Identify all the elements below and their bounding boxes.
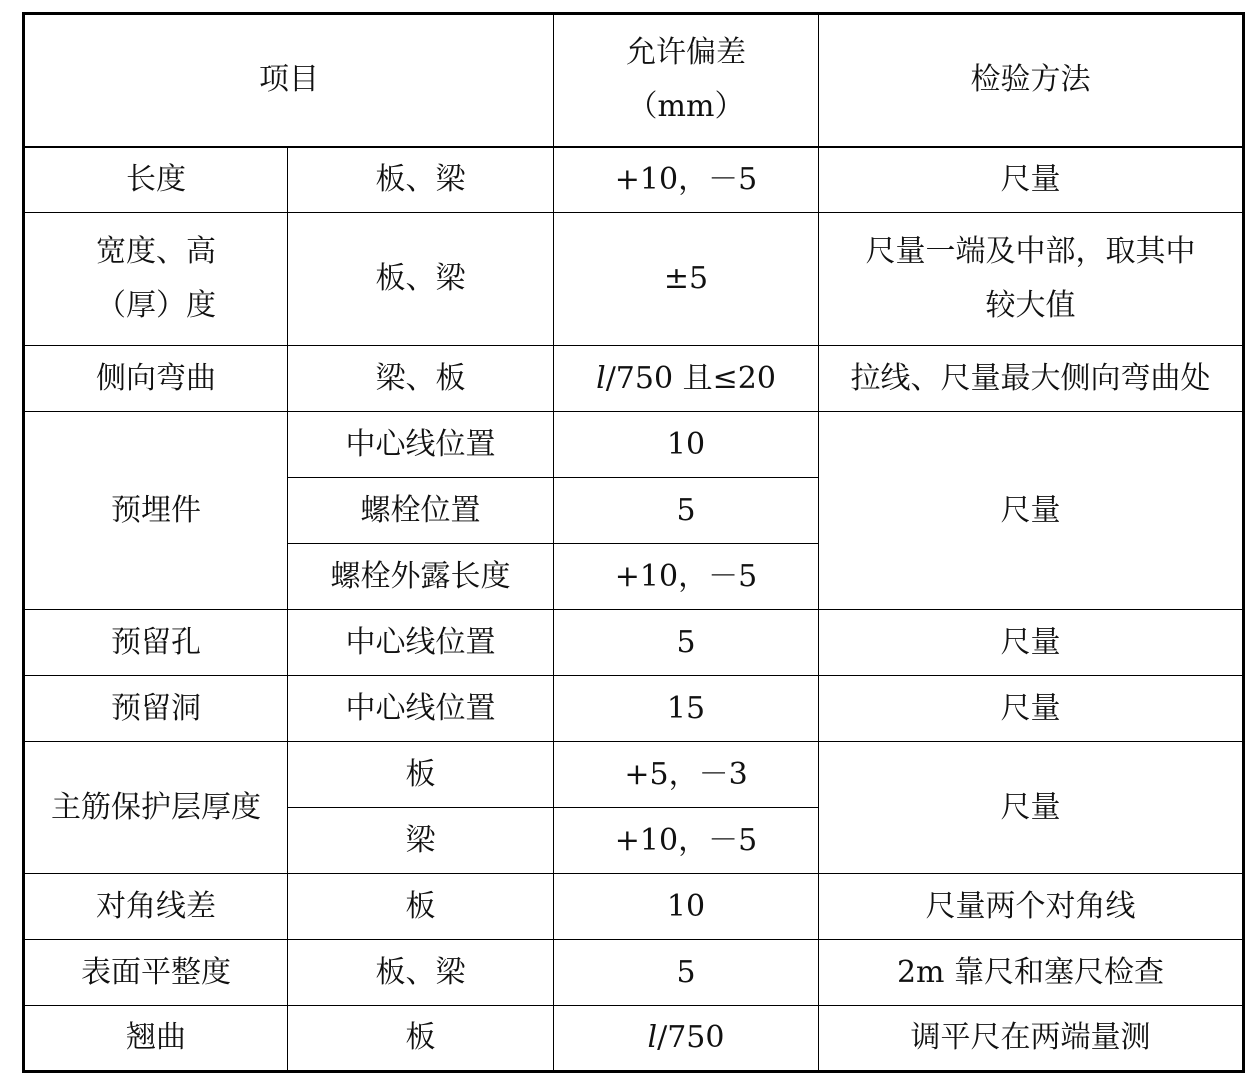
tolerance-cell: 5 (554, 940, 819, 1006)
header-tolerance-line1: 允许偏差 (626, 35, 746, 71)
table-row (24, 1006, 1244, 1072)
header-method: 检验方法 (819, 14, 1244, 147)
table-row (24, 676, 1244, 742)
sub-item-cell: 板 (288, 874, 554, 940)
sub-item-cell: 中心线位置 (288, 412, 554, 478)
table-row (24, 742, 1244, 808)
header-tolerance (554, 14, 819, 147)
item-cell: 对角线差 (24, 874, 288, 940)
method-line2: 较大值 (985, 288, 1076, 323)
header-tolerance-line2: （mm） (627, 89, 745, 125)
tolerance-value: /750 (657, 1020, 725, 1055)
method-cell: 2m 靠尺和塞尺检查 (819, 940, 1244, 1006)
header-row (24, 14, 1244, 147)
sub-item-cell: 梁 (288, 808, 554, 874)
tolerance-cell: +10，－5 (554, 544, 819, 610)
sub-item-cell: 中心线位置 (288, 610, 554, 676)
item-cell: 翘曲 (24, 1006, 288, 1072)
method-cell: 尺量 (819, 610, 1244, 676)
item-cell: 表面平整度 (24, 940, 288, 1006)
tolerance-cell (554, 346, 819, 412)
method-cell (819, 213, 1244, 346)
tolerance-cell: 10 (554, 874, 819, 940)
tolerance-cell: +5，－3 (554, 742, 819, 808)
item-cell: 预埋件 (24, 412, 288, 610)
tolerance-cell: 5 (554, 610, 819, 676)
item-cell: 主筋保护层厚度 (24, 742, 288, 874)
tolerance-value: /750 且≤20 (605, 360, 776, 396)
tolerance-cell: +10，－5 (554, 147, 819, 213)
item-line2: （厚）度 (96, 288, 216, 323)
header-item: 项目 (24, 14, 554, 147)
method-cell: 尺量两个对角线 (819, 874, 1244, 940)
item-cell: 预留孔 (24, 610, 288, 676)
sub-item-cell: 梁、板 (288, 346, 554, 412)
item-cell: 长度 (24, 147, 288, 213)
sub-item-cell: 板 (288, 742, 554, 808)
sub-item-cell: 板 (288, 1006, 554, 1072)
method-cell: 调平尺在两端量测 (819, 1006, 1244, 1072)
item-line1: 宽度、高 (96, 234, 216, 269)
sub-item-cell: 螺栓外露长度 (288, 544, 554, 610)
method-cell: 尺量 (819, 147, 1244, 213)
tolerance-symbol: l (596, 360, 606, 396)
table-row (24, 346, 1244, 412)
sub-item-cell: 板、梁 (288, 940, 554, 1006)
method-cell: 尺量 (819, 412, 1244, 610)
method-cell: 拉线、尺量最大侧向弯曲处 (819, 346, 1244, 412)
sub-item-cell: 板、梁 (288, 147, 554, 213)
item-cell: 预留洞 (24, 676, 288, 742)
tolerance-cell: 10 (554, 412, 819, 478)
table-row (24, 940, 1244, 1006)
tolerance-cell: ±5 (554, 213, 819, 346)
tolerance-cell: +10，－5 (554, 808, 819, 874)
table-row (24, 147, 1244, 213)
method-cell: 尺量 (819, 742, 1244, 874)
method-line1: 尺量一端及中部，取其中 (865, 234, 1196, 269)
tolerance-table (22, 12, 1245, 1073)
table-row (24, 213, 1244, 346)
method-cell: 尺量 (819, 676, 1244, 742)
sub-item-cell: 螺栓位置 (288, 478, 554, 544)
tolerance-cell: 5 (554, 478, 819, 544)
table-row (24, 610, 1244, 676)
tolerance-symbol: l (647, 1020, 658, 1055)
tolerance-cell: 15 (554, 676, 819, 742)
table-row (24, 412, 1244, 478)
item-cell: 侧向弯曲 (24, 346, 288, 412)
sub-item-cell: 板、梁 (288, 213, 554, 346)
sub-item-cell: 中心线位置 (288, 676, 554, 742)
tolerance-cell (554, 1006, 819, 1072)
item-cell (24, 213, 288, 346)
table-row (24, 874, 1244, 940)
